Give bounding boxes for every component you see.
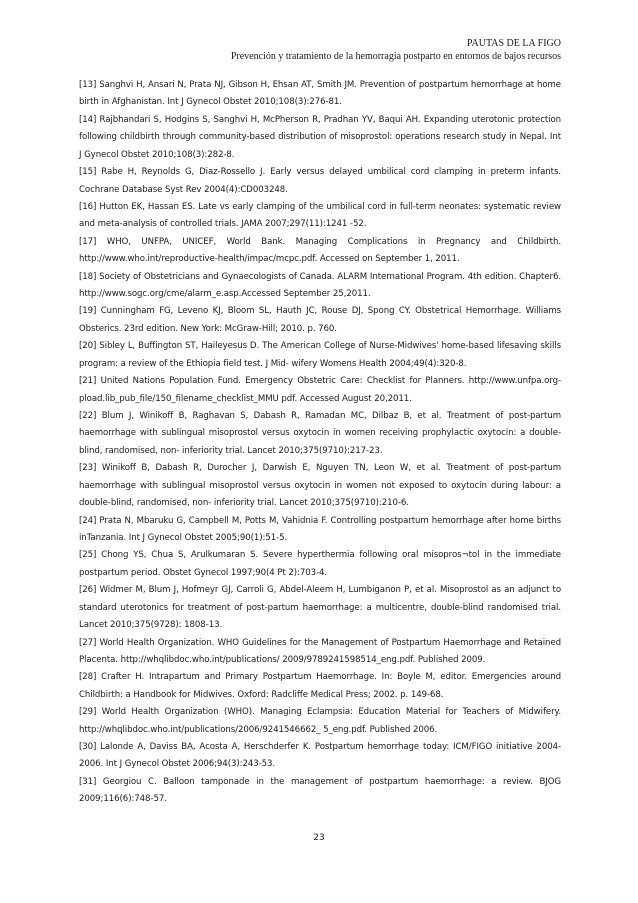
reference-24: [24] Prata N, Mbaruku G, Campbell M, Potts M, Vahidnia F. Controlling postpartum hemorrhage after home births inTanzania. Int J Gynecol Obstet 2005;90(1):51-5. xyxy=(79,515,561,543)
reference-18: [18] Society of Obstetricians and Gynaecologists of Canada. ALARM International Program. 4th edition. Chapter6. http://www.sogc.org/cme/alarm_e.asp.Accessed September 25,2011. xyxy=(79,271,561,300)
reference-19: [19] Cunningham FG, Leveno KJ, Bloom SL, Hauth JC, Rouse DJ, Spong CY. Obstetrical Hemorrhage. Williams Obsterics. 23rd edition. New York: McGraw-Hill; 2010. p. 760. xyxy=(79,306,561,334)
reference-28: [28] Crafter H. Intrapartum and Primary Postpartum Haemorrhage. In: Boyle M, editor. Emergencies around Childbirth: a Handbook for Midwives. Oxford: Radcliffe Medical Press; 2002. p. 149-68. xyxy=(79,672,561,700)
reference-27: [27] World Health Organization. WHO Guidelines for the Management of Postpartum Haemorrhage and Retained Placenta. http://whqlibdoc.who.int/publications/ 2009/9789241598514_eng.pdf. Published 2009. xyxy=(79,637,561,665)
reference-29: [29] World Health Organization (WHO). Managing Eclampsia: Education Material for Teachers of Midwifery. http://whqlibdoc.who.int/publications/2006/9241546662_ 5_eng.pdf. Published 2006. xyxy=(79,707,561,735)
reference-22: [22] Blum J, Winikoff B, Raghavan S, Dabash R, Ramadan MC, Dilbaz B, et al. Treatment of post-partum haemorrhage with sublingual misoprostol versus oxytocin in women receiving prophylactic oxytocin: a double-blind, randomised, non- inferiority trial. Lancet 2010;375(9710):217-23. xyxy=(79,411,561,456)
reference-21: [21] United Nations Population Fund. Emergency Obstetric Care: Checklist for Planners. http://www.unfpa.org-pload.lib_pub_file/150_filename_checklist_MMU pdf. Accessed August 20,2011. xyxy=(79,376,561,404)
reference-20: [20] Sibley L, Buffington ST, Haileyesus D. The American College of Nurse-Midwives' home-based lifesaving skills program: a review of the Ethiopia field test. J Mid- wifery Womens Health 2004;49(4):320-8. xyxy=(79,341,561,369)
page-number: 23 xyxy=(313,833,325,843)
reference-30: [30] Lalonde A, Daviss BA, Acosta A, Herschderfer K. Postpartum hemorrhage today: ICM/FIGO initiative 2004-2006. Int J Gynecol Obstet 2006;94(3):243-53. xyxy=(79,742,561,770)
reference-31: [31] Georgiou C. Balloon tamponade in the management of postpartum haemorrhage: a review. BJOG 2009;116(6):748-57. xyxy=(79,776,561,805)
header-subtitle: Prevención y tratamiento de la hemorragia postparto en entornos de bajos recursos xyxy=(230,51,561,62)
reference-list xyxy=(79,77,561,809)
reference-25: [25] Chong YS, Chua S, Arulkumaran S. Severe hyperthermia following oral misopros¬tol in the immediate postpartum period. Obstet Gynecol 1997;90(4 Pt 2):703-4. xyxy=(79,550,561,578)
reference-15: [15] Rabe H, Reynolds G, Diaz-Rossello J. Early versus delayed umbilical cord clamping in preterm infants. Cochrane Database Syst Rev 2004(4):CD003248. xyxy=(79,167,561,195)
reference-17: [17] WHO, UNFPA, UNICEF, World Bank. Managing Complications in Pregnancy and Childbirth. http://www.who.int/reproductive-health/impac/mcpc.pdf. Accessed on September 1, 2011. xyxy=(79,236,561,265)
reference-23: [23] Winikoff B, Dabash R, Durocher J, Darwish E, Nguyen TN, Leon W, et al. Treatment of post-partum haemorrhage with sublingual misoprostol versus oxytocin in women not exposed to oxytocin during labour: a double-blind, randomised, non- inferiority trial. Lancet 2010;375(9710):210-6. xyxy=(79,463,561,509)
running-header xyxy=(231,37,561,63)
reference-14: [14] Rajbhandari S, Hodgins S, Sanghvi H, McPherson R, Pradhan YV, Baqui AH. Expanding uterotonic protection following childbirth through community-based distribution of misoprostol: operations research study in Nepal. Int J Gynecol Obstet 2010;108(3):282-8. xyxy=(79,114,561,160)
reference-26: [26] Widmer M, Blum J, Hofmeyr GJ, Carroli G, Abdel-Aleem H, Lumbiganon P, et al. Misoprostol as an adjunct to standard uterotonics for treatment of post-partum haemorrhage: a multicentre, double-blind randomised trial. Lancet 2010;375(9728): 1808-13. xyxy=(79,585,561,631)
reference-16: [16] Hutton EK, Hassan ES. Late vs early clamping of the umbilical cord in full-term neonates: systematic review and meta-analysis of controlled trials. JAMA 2007;297(11):1241 -52. xyxy=(79,201,561,230)
reference-13: [13] Sanghvi H, Ansari N, Prata NJ, Gibson H, Ehsan AT, Smith JM. Prevention of postpartum hemorrhage at home birth in Afghanistan. Int J Gynecol Obstet 2010;108(3):276-81. xyxy=(79,80,561,108)
header-title: PAUTAS DE LA FIGO xyxy=(466,38,561,49)
